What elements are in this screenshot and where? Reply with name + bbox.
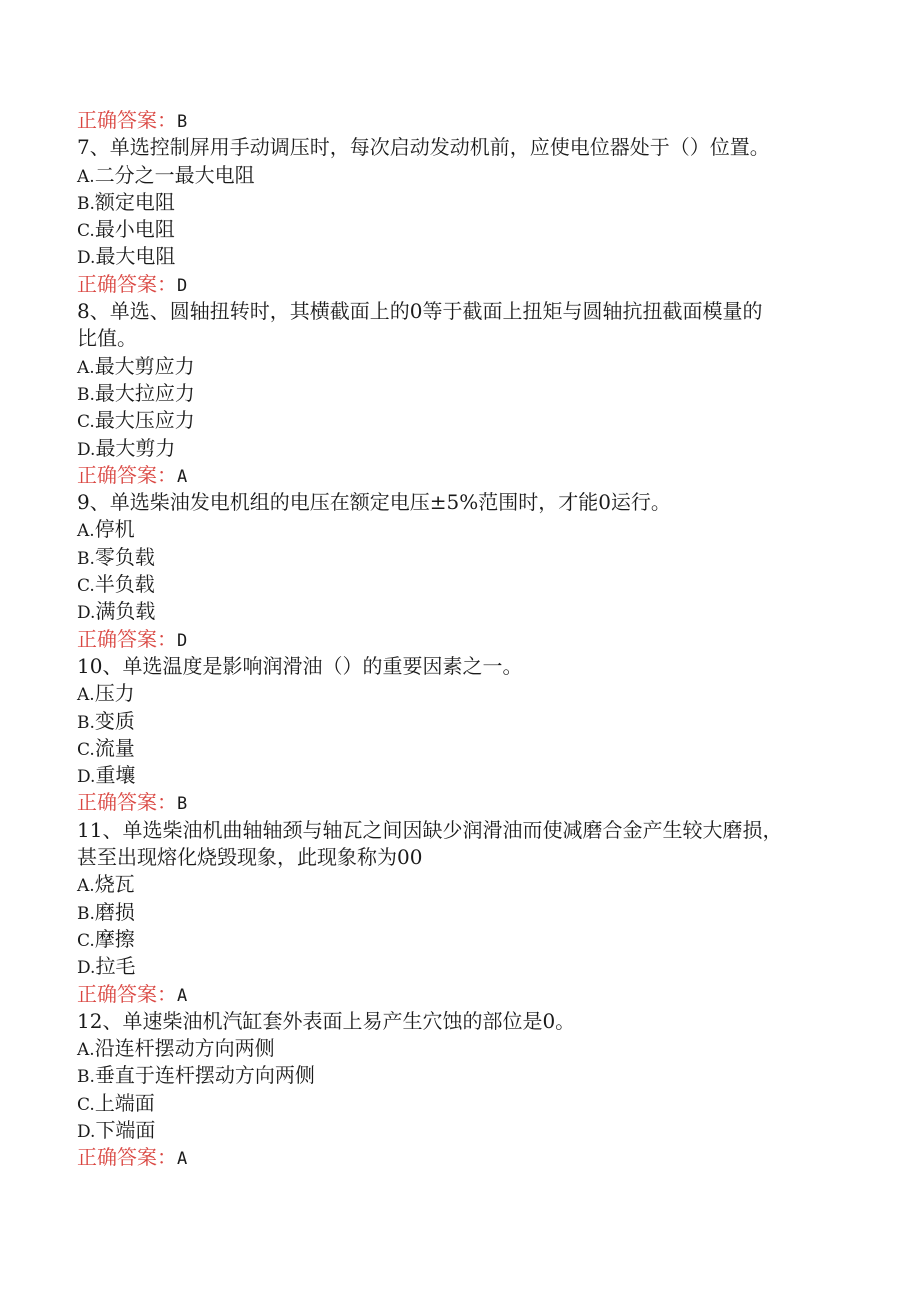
option-a: A.最大剪应力 <box>77 353 195 378</box>
answer-line <box>77 626 837 653</box>
question-text: 12、单速柴油机汽缸套外表面上易产生穴蚀的部位是0。 <box>77 1008 576 1033</box>
answer-value: D <box>177 275 188 296</box>
option-d: D.最大剪力 <box>77 435 176 460</box>
answer-label: 正确答案： <box>77 790 177 815</box>
option-b: B.额定电阻 <box>77 189 175 214</box>
option-c: C.最小电阻 <box>77 217 175 242</box>
answer-label: 正确答案： <box>77 462 177 487</box>
option-b: B.磨损 <box>77 899 135 924</box>
question-text-continued: 甚至出现熔化烧毁现象，此现象称为00 <box>77 845 423 870</box>
answer-label: 正确答案： <box>77 1145 177 1170</box>
question-text: 11、单选柴油机曲轴轴颈与轴瓦之间因缺少润滑油而使减磨合金产生较大磨损， <box>77 817 783 842</box>
option-a: A.压力 <box>77 681 135 706</box>
answer-label: 正确答案： <box>77 626 177 651</box>
question-text: 9、单选柴油发电机组的电压在额定电压±5%范围时，才能0运行。 <box>77 490 671 515</box>
answer-line <box>77 1144 837 1171</box>
answer-value: A <box>177 466 188 487</box>
answer-label: 正确答案： <box>77 108 177 132</box>
option-a: A.沿连杆摆动方向两侧 <box>77 1036 275 1061</box>
question-text: 8、单选、圆轴扭转时，其横截面上的0等于截面上扭矩与圆轴抗扭截面模量的 <box>77 299 763 324</box>
answer-line <box>77 462 837 489</box>
answer-line <box>77 981 837 1008</box>
option-c: C.摩擦 <box>77 926 135 951</box>
option-c: C.半负载 <box>77 572 155 597</box>
option-a: A.二分之一最大电阻 <box>77 162 255 187</box>
option-d: D.重壤 <box>77 763 136 788</box>
answer-value: A <box>177 985 188 1006</box>
option-c: C.流量 <box>77 735 135 760</box>
option-a: A.停机 <box>77 517 135 542</box>
answer-label: 正确答案： <box>77 271 177 296</box>
option-b: B.零负载 <box>77 544 155 569</box>
answer-line <box>77 107 837 134</box>
option-d: D.满负载 <box>77 599 156 624</box>
option-c: C.最大压应力 <box>77 408 195 433</box>
option-c: C.上端面 <box>77 1090 155 1115</box>
answer-value: B <box>177 112 188 132</box>
option-b: B.变质 <box>77 708 135 733</box>
question-text: 10、单选温度是影响润滑油（）的重要因素之一。 <box>77 653 523 678</box>
answer-value: B <box>177 794 188 815</box>
question-text: 7、单选控制屏用手动调压时，每次启动发动机前，应使电位器处于（）位置。 <box>77 135 770 160</box>
option-d: D.下端面 <box>77 1117 156 1142</box>
option-a: A.烧瓦 <box>77 872 135 897</box>
answer-line <box>77 271 837 298</box>
question-text-continued: 比值。 <box>77 326 137 351</box>
answer-label: 正确答案： <box>77 981 177 1006</box>
option-b: B.垂直于连杆摆动方向两侧 <box>77 1063 315 1088</box>
answer-value: A <box>177 1149 188 1170</box>
option-d: D.拉毛 <box>77 954 136 979</box>
option-b: B.最大拉应力 <box>77 380 195 405</box>
option-d: D.最大电阻 <box>77 244 176 269</box>
answer-line <box>77 789 837 816</box>
answer-value: D <box>177 630 188 651</box>
document-page <box>77 107 837 1172</box>
